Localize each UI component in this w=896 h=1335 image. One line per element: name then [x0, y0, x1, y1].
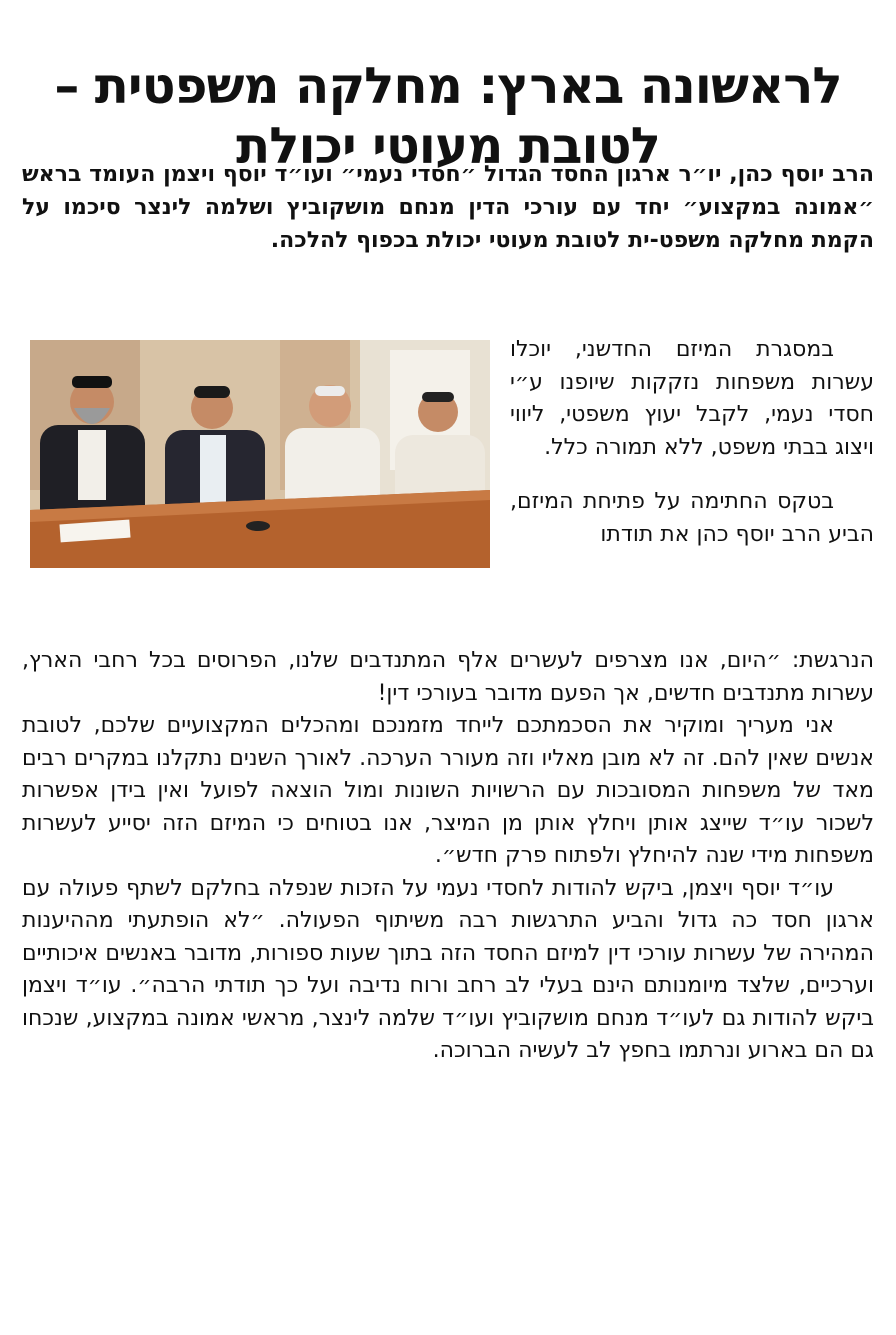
paragraph-quote-cohen: הנרגשת: ״היום, אנו מצרפים לעשרים אלף המתנדבים שלנו, הפרוסים בכל רחבי הארץ, עשרות מתנדבים חדשים, אך הפעם מדובר בעורכי דין! — [22, 648, 874, 706]
meeting-photo — [30, 340, 490, 568]
meeting-photo-icon — [30, 340, 490, 568]
headline-line-2: לטובת מעוטי יכולת — [236, 116, 660, 175]
photo-side-column — [510, 312, 874, 573]
paragraph-weizman: עו״ד יוסף ויצמן, ביקש להודות לחסדי נעמי על הזכות שנפלה בחלקם לשתף פעולה עם ארגון חסד כה גדול והביע התרגשות רבה משיתוף הפעולה. ״לא הופתעתי מההיענות המהירה של עשרות עורכי דין למיזם החסד הזה בתוך שעות ספורות, מדובר באנשים איכותיים וערכיים, שלצד מיומנותם הינם בעלי לב רחב ורוח נדיבה ועל כך תודתי הרבה״. עו״ד ויצמן ביקש להודות גם לעו״ד מנחם מושקוביץ ועו״ד שלמה לינצר, מראשי אמונה במקצוע, שנכחו גם הם בארוע ונרתמו בחפץ לב לעשיה הברוכה. — [22, 875, 874, 1063]
paragraph-initiative: במסגרת המיזם החדשני, יוכלו עשרות משפחות נזקקות שיופנו ע״י חסדי נעמי, לקבל יעוץ משפטי, ליווי ויצוג בבתי משפט, ללא תמורה כלל. — [510, 337, 874, 460]
article-lead: הרב יוסף כהן, יו״ר ארגון החסד הגדול ״חסדי נעמי״ ועו״ד יוסף ויצמן העומד בראש ״אמונה במקצוע״ יחד עם עורכי הדין מנחם מושקוביץ ושלמה לינצר סיכמו על הקמת מחלקה משפט-ית לטובת מעוטי יכולת בכפוף להלכה. — [22, 162, 874, 253]
article-body — [22, 645, 874, 1068]
paragraph-ceremony: בטקס החתימה על פתיחת המיזם, הביע הרב יוסף כהן את תודתו — [510, 489, 874, 547]
paragraph-appreciation: אני מעריך ומוקיר את הסכמתכם לייחד מזמנכם ומהכלים המקצועיים שלכם, לטובת אנשים שאין להם. זה לא מובן מאליו וזה מעורר הערכה. לאורך השנים נתקלנו במקרים רבים מאד של משפחות המסובכות עם הרשויות השונות ומול הוצאה לפועל ואין בידן אפשרות לשכור עו״ד שייצג אותן ויחלץ אותן מן המיצר, אנו בטוחים כי המיזם הזה יסייע לעשרות משפחות מידי שנה להיחלץ ולפתוח פרק חדש״. — [22, 713, 874, 868]
headline-line-1: לראשונה בארץ: מחלקה משפטית – — [54, 56, 842, 115]
